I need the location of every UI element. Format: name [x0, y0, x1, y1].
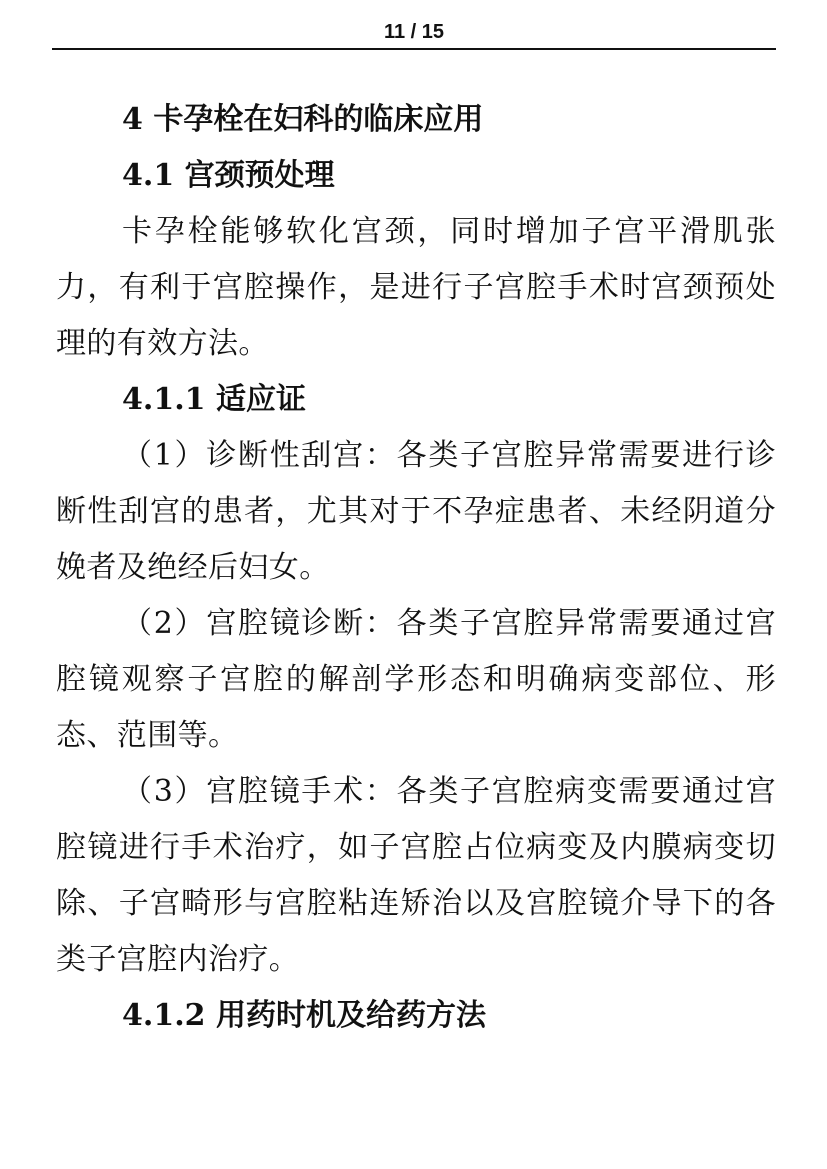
subsection-heading-4-1: 4.1 宫颈预处理 [122, 158, 335, 193]
paragraph-4-1: 卡孕栓能够软化宫颈，同时增加子宫平滑肌张力，有利于宫腔操作，是进行子宫腔手术时宫颈预处理的有效方法。 [56, 214, 776, 361]
page-number: 11 / 15 [383, 21, 445, 43]
section-title: 4 卡孕栓在妇科的临床应用 [122, 102, 484, 137]
subsection-heading-4-1-2: 4.1.2 用药时机及给药方法 [122, 998, 486, 1033]
list-item-hysteroscopy-diagnosis: （2）宫腔镜诊断：各类子宫腔异常需要通过宫腔镜观察子宫腔的解剖学形态和明确病变部位、形态、范围等。 [56, 606, 776, 753]
document-body [56, 92, 776, 1044]
page-header [52, 18, 776, 50]
list-item-diagnostic-curettage: （1）诊断性刮宫：各类子宫腔异常需要进行诊断性刮宫的患者，尤其对于不孕症患者、未经阴道分娩者及绝经后妇女。 [56, 438, 776, 585]
list-item-hysteroscopy-surgery: （3）宫腔镜手术：各类子宫腔病变需要通过宫腔镜进行手术治疗，如子宫腔占位病变及内膜病变切除、子宫畸形与宫腔粘连矫治以及宫腔镜介导下的各类子宫腔内治疗。 [56, 774, 776, 977]
subsection-heading-4-1-1: 4.1.1 适应证 [122, 382, 306, 417]
